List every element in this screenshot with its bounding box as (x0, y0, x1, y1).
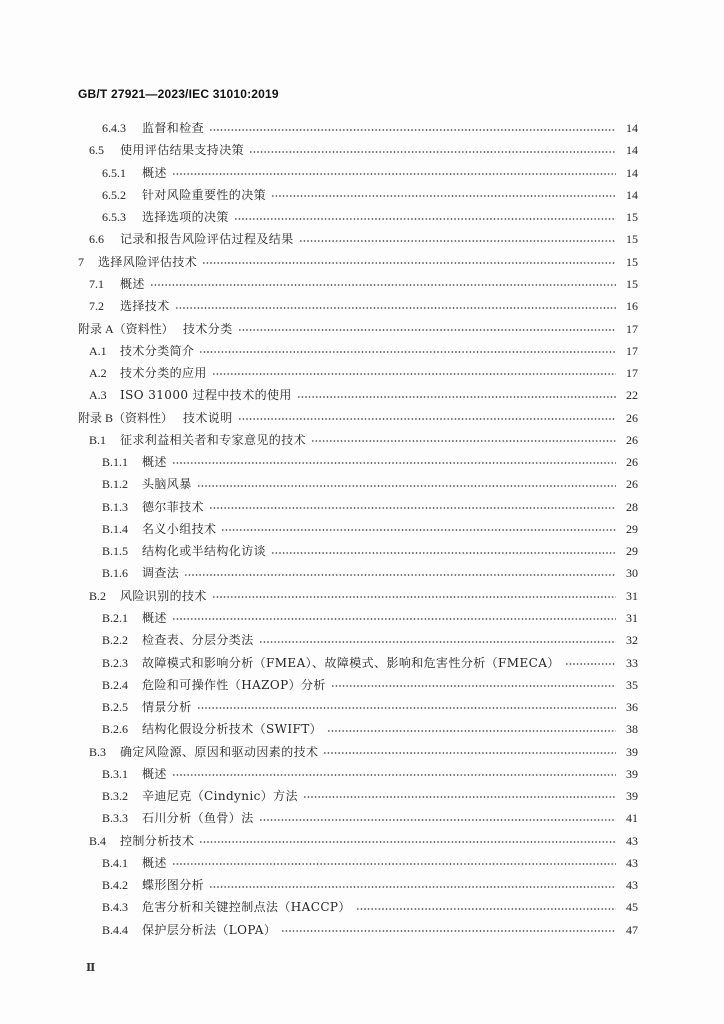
toc-entry-page: 15 (626, 210, 638, 225)
toc-entry-page: 26 (626, 477, 638, 492)
toc-entry-title: 风险识别的技术 (120, 588, 207, 603)
toc-entry-page: 33 (626, 655, 638, 670)
toc-dot-leader (259, 629, 616, 651)
toc-entry-title: 辛迪尼克（Cindynic）方法 (142, 789, 298, 804)
toc-dot-leader (199, 340, 616, 362)
toc-entry (78, 674, 638, 696)
toc-entry-title: 蝶形图分析 (142, 878, 205, 893)
toc-entry (78, 919, 638, 941)
toc-entry-number: A.2 (89, 366, 107, 381)
toc-dot-leader (197, 696, 616, 718)
toc-dot-leader (327, 718, 616, 740)
toc-entry-page: 14 (626, 143, 638, 158)
toc-entry-page: 22 (626, 388, 638, 403)
toc-entry (78, 340, 638, 362)
toc-entry-number: B.3 (89, 744, 107, 759)
toc-entry-number: 6.5.1 (102, 165, 126, 180)
toc-entry-page: 30 (626, 566, 638, 581)
toc-dot-leader (238, 317, 616, 339)
toc-dot-leader (184, 562, 616, 584)
toc-entry-title: 概述 (142, 610, 167, 625)
toc-dot-leader (150, 273, 616, 295)
toc-dot-leader (209, 496, 616, 518)
toc-entry (78, 740, 638, 762)
toc-entry-page: 39 (626, 789, 638, 804)
toc-entry-title: 保护层分析法（LOPA） (142, 922, 277, 937)
toc-entry-page: 17 (626, 321, 638, 336)
toc-dot-leader (199, 830, 616, 852)
toc-dot-leader (212, 362, 616, 384)
toc-dot-leader (356, 896, 616, 918)
toc-entry (78, 473, 638, 495)
toc-entry-page: 14 (626, 165, 638, 180)
toc-entry-title: 概述 (142, 455, 167, 470)
toc-dot-leader (299, 228, 616, 250)
toc-entry-title: 概述 (142, 855, 167, 870)
toc-entry (78, 763, 638, 785)
toc-entry-number: B.2.3 (102, 655, 129, 670)
toc-entry-number: B.1.3 (102, 499, 129, 514)
toc-dot-leader (172, 607, 616, 629)
toc-entry (78, 785, 638, 807)
toc-entry-page: 43 (626, 878, 638, 893)
toc-entry-title: 概述 (120, 276, 145, 291)
toc-entry-title: 概述 (142, 165, 167, 180)
toc-dot-leader (209, 874, 616, 896)
toc-entry (78, 518, 638, 540)
toc-dot-leader (172, 451, 616, 473)
toc-entry-page: 45 (626, 900, 638, 915)
toc-entry-title: 选择技术 (120, 299, 170, 314)
toc-dot-leader (271, 184, 616, 206)
toc-dot-leader (238, 406, 616, 428)
toc-entry-page: 28 (626, 499, 638, 514)
toc-entry (78, 585, 638, 607)
toc-entry-title: 记录和报告风险评估过程及结果 (120, 232, 294, 247)
toc-dot-leader (297, 384, 616, 406)
toc-dot-leader (281, 919, 616, 941)
toc-dot-leader (202, 251, 616, 273)
toc-dot-leader (172, 763, 616, 785)
toc-entry-page: 39 (626, 766, 638, 781)
toc-entry-number: B.2 (89, 588, 107, 603)
toc-entry (78, 139, 638, 161)
toc-entry-number: B.1.1 (102, 455, 129, 470)
toc-entry-title: 使用评估结果支持决策 (120, 143, 245, 158)
toc-entry (78, 362, 638, 384)
toc-entry-title: 概述 (142, 766, 167, 781)
toc-dot-leader (303, 785, 616, 807)
toc-dot-leader (259, 807, 616, 829)
toc-entry-title: 危险和可操作性（HAZOP）分析 (142, 677, 326, 692)
toc-entry (78, 651, 638, 673)
toc-entry-title: 征求利益相关者和专家意见的技术 (120, 432, 307, 447)
toc-entry-page: 38 (626, 722, 638, 737)
toc-entry-title: 选择选项的决策 (142, 210, 229, 225)
toc-dot-leader (565, 651, 616, 673)
toc-entry-page: 36 (626, 700, 638, 715)
toc-entry-page: 41 (626, 811, 638, 826)
toc-entry-title: 名义小组技术 (142, 521, 217, 536)
toc-entry (78, 206, 638, 228)
toc-entry (78, 228, 638, 250)
toc-entry (78, 184, 638, 206)
toc-entry-number: B.3.1 (102, 766, 129, 781)
toc-entry-number: 7.2 (89, 299, 104, 314)
toc-entry (78, 162, 638, 184)
toc-entry-number: A.1 (89, 343, 107, 358)
toc-entry (78, 696, 638, 718)
toc-entry-number: 6.6 (89, 232, 104, 247)
toc-entry-title: 危害分析和关键控制点法（HACCP） (142, 900, 351, 915)
toc-entry-number: B.2.6 (102, 722, 129, 737)
toc-dot-leader (212, 585, 616, 607)
toc-entry-number: 7.1 (89, 276, 104, 291)
toc-entry-number: B.2.5 (102, 700, 129, 715)
toc-entry-title: 针对风险重要性的决策 (142, 187, 267, 202)
toc-entry (78, 830, 638, 852)
toc-entry-number: 6.4.3 (102, 121, 126, 136)
toc-appendix-entry (78, 317, 638, 339)
table-of-contents (78, 117, 638, 941)
toc-appendix-entry (78, 406, 638, 428)
toc-dot-leader (221, 518, 616, 540)
toc-dot-leader (249, 139, 616, 161)
toc-entry-title: 确定风险源、原因和驱动因素的技术 (120, 744, 319, 759)
toc-entry-number: A.3 (89, 388, 107, 403)
toc-entry-page: 26 (626, 432, 638, 447)
toc-entry-page: 31 (626, 588, 638, 603)
toc-entry-title: 调查法 (142, 566, 180, 581)
toc-entry-number: B.3.3 (102, 811, 129, 826)
toc-entry (78, 896, 638, 918)
toc-entry-page: 43 (626, 855, 638, 870)
toc-entry-title: 技术分类的应用 (120, 366, 207, 381)
toc-entry-number: B.1.2 (102, 477, 129, 492)
toc-entry-title: 结构化假设分析技术（SWIFT） (142, 722, 323, 737)
toc-entry-page: 15 (626, 232, 638, 247)
toc-entry-number: B.1 (89, 432, 107, 447)
toc-entry-page: 39 (626, 744, 638, 759)
toc-dot-leader (234, 206, 616, 228)
toc-entry-title: 石川分析（鱼骨）法 (142, 811, 254, 826)
toc-dot-leader (209, 117, 616, 139)
toc-entry-page: 29 (626, 521, 638, 536)
toc-entry (78, 496, 638, 518)
toc-entry (78, 607, 638, 629)
toc-entry-title: 技术说明 (183, 410, 233, 425)
toc-entry-page: 32 (626, 633, 638, 648)
toc-entry-title: 控制分析技术 (120, 833, 195, 848)
toc-entry-number: B.4.3 (102, 900, 129, 915)
toc-entry-page: 14 (626, 121, 638, 136)
toc-dot-leader (323, 740, 616, 762)
toc-dot-leader (311, 429, 616, 451)
toc-entry-page: 31 (626, 610, 638, 625)
toc-entry-number: B.4.2 (102, 878, 129, 893)
toc-dot-leader (172, 162, 616, 184)
toc-entry-number: 6.5 (89, 143, 104, 158)
toc-entry (78, 852, 638, 874)
toc-entry (78, 295, 638, 317)
toc-dot-leader (172, 852, 616, 874)
toc-entry-page: 26 (626, 455, 638, 470)
toc-entry-title: 监督和检查 (142, 121, 205, 136)
toc-entry-number: 附录 B（资料性） (78, 410, 174, 425)
toc-entry-page: 15 (626, 254, 638, 269)
toc-entry-title: 故障模式和影响分析（FMEA）、故障模式、影响和危害性分析（FMECA） (142, 655, 560, 670)
toc-entry-number: 7 (78, 254, 84, 269)
toc-entry-number: B.2.1 (102, 610, 129, 625)
toc-entry (78, 540, 638, 562)
toc-entry-number: B.1.4 (102, 521, 129, 536)
toc-entry-page: 29 (626, 544, 638, 559)
toc-dot-leader (271, 540, 616, 562)
toc-entry (78, 273, 638, 295)
toc-entry-number: 附录 A（资料性） (78, 321, 174, 336)
toc-entry-page: 43 (626, 833, 638, 848)
standard-code-header: GB/T 27921—2023/IEC 31010:2019 (78, 87, 279, 101)
toc-entry-number: B.1.6 (102, 566, 129, 581)
toc-entry-page: 26 (626, 410, 638, 425)
toc-entry-number: B.1.5 (102, 544, 129, 559)
toc-entry-page: 17 (626, 366, 638, 381)
toc-entry-page: 16 (626, 299, 638, 314)
toc-entry-page: 35 (626, 677, 638, 692)
toc-entry-title: 头脑风暴 (142, 477, 192, 492)
toc-entry (78, 718, 638, 740)
toc-entry-title: 选择风险评估技术 (98, 254, 198, 269)
toc-entry (78, 629, 638, 651)
toc-entry (78, 251, 638, 273)
toc-entry-title: 结构化或半结构化访谈 (142, 544, 267, 559)
toc-entry-number: B.4.4 (102, 922, 129, 937)
toc-entry (78, 117, 638, 139)
toc-entry (78, 429, 638, 451)
toc-entry-page: 14 (626, 187, 638, 202)
toc-entry-title: 技术分类简介 (120, 343, 195, 358)
toc-entry-number: B.2.4 (102, 677, 129, 692)
toc-entry-title: 检查表、分层分类法 (142, 633, 254, 648)
toc-entry-number: 6.5.2 (102, 187, 126, 202)
toc-entry-title: 技术分类 (183, 321, 233, 336)
toc-entry (78, 451, 638, 473)
page-number: Ⅱ (86, 961, 96, 974)
toc-entry (78, 874, 638, 896)
toc-entry-number: 6.5.3 (102, 210, 126, 225)
toc-entry-number: B.4 (89, 833, 107, 848)
toc-entry-number: B.2.2 (102, 633, 129, 648)
toc-entry-number: B.4.1 (102, 855, 129, 870)
toc-entry (78, 807, 638, 829)
toc-entry-page: 17 (626, 343, 638, 358)
toc-dot-leader (175, 295, 616, 317)
toc-entry (78, 562, 638, 584)
toc-entry-number: B.3.2 (102, 789, 129, 804)
toc-entry (78, 384, 638, 406)
toc-dot-leader (331, 674, 616, 696)
toc-entry-title: 情景分析 (142, 700, 192, 715)
toc-entry-title: ISO 31000 过程中技术的使用 (120, 388, 292, 403)
toc-entry-page: 47 (626, 922, 638, 937)
toc-entry-title: 德尔菲技术 (142, 499, 205, 514)
toc-dot-leader (197, 473, 616, 495)
toc-entry-page: 15 (626, 276, 638, 291)
